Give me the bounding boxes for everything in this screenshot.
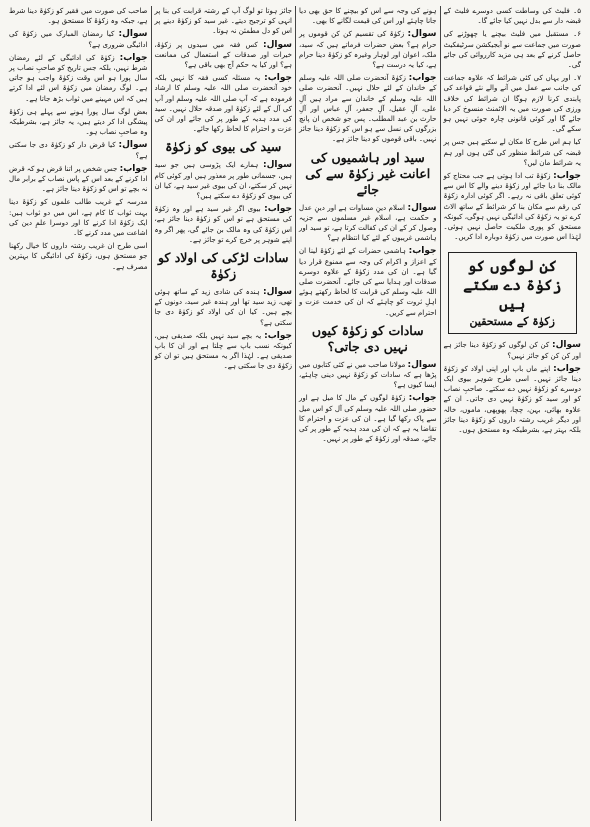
question-block [155, 40, 293, 71]
section-heading: سادات لڑکی کی اولاد کو زکوٰۃ [157, 250, 289, 282]
question-block [299, 203, 437, 244]
section-heading: سادات کو زکوٰۃ کیوں نہیں دی جاتی؟ [311, 322, 424, 354]
answer-text: جس شخص پر اتنا قرض ہو کہ قرض ادا کرنے کے بعد اس کے پاس نصاب کے برابر مال نہ بچے تو اس کو زکوٰۃ دینا جائز ہے۔ [9, 164, 148, 194]
section-heading: سید اور ہاشمیوں کی اعانت غیر زکوٰۃ سے کی جائے [305, 149, 431, 197]
answer-block [299, 393, 437, 444]
paragraph: صاحب کی صورت میں فقیر کو زکوٰۃ دینا شرط ہے، جبکہ وہ زکوٰۃ کا مستحق ہو۔ [9, 7, 148, 26]
answer-text: زکوٰۃ آنحضرت صلی اللہ علیہ وسلم کے خاندان کے لئے حلال نہیں۔ آنحضرت صلی اللہ علیہ وسلم کے خاندان سے مراد ہیں آلِ علی، آلِ عقیل، آلِ جعفر، آلِ عباس اور آلِ حارث بن عبد المطلب۔ پس جو شخص ان پانچ بزرگوں کی نسل سے ہو اس کو زکوٰۃ دینا جائز نہیں۔ باقی قوموں کو دینا جائز ہے۔ [299, 74, 437, 144]
question-label: سوال: [552, 340, 581, 351]
question-block [299, 29, 437, 70]
paragraph: ۵۔ فلیٹ کی وساطت کسی دوسرے فلیٹ کے قبضہ دار سے بدل نہیں کیا جائے گا۔ [443, 7, 581, 26]
paragraph: مدرسہ کے غریب طالب علموں کو زکوٰۃ دینا بہت ثواب کا کام ہے، اس میں دو ثواب ہیں: ایک زکوٰۃ ادا کرنے کا اور دوسرا علمِ دین کی اشاعت میں مدد کرنے کا۔ [9, 198, 148, 238]
answer-text: زکوٰۃ تب ادا ہوتی ہے جب محتاج کو مالک بنا دیا جائے اور زکوٰۃ دینے والے کا اس سے کوئی تعلق باقی نہ رہے۔ اگر کوئی ادارہ زکوٰۃ کی رقم سے مکان بنا کر شرائط کے ساتھ الاٹ کرے تو یہ زکوٰۃ کی ادائیگی نہیں ہوگی، کیونکہ مستحق کو پوری ملکیت حاصل نہیں ہوئی۔ لہٰذا اس صورت میں زکوٰۃ دوبارہ ادا کریں۔ [443, 172, 581, 242]
paragraph: جائز ہوتا تو لوگ آپ کے رشتہ قرابت کی بنا پر انہی کو ترجیح دیتے۔ غیر سید کو زکوٰۃ دینے پر اس کو دل مطمئن نہ ہوتا۔ [154, 7, 292, 36]
question-text: کس فقہ میں سیدوں پر زکوٰۃ، خیرات اور صدقات کے استعمال کی ممانعت ہے؟ اور کیا یہ حکم آج بھی باقی ہے؟ [154, 40, 292, 70]
question-label: سوال: [407, 29, 437, 40]
question-text: زکوٰۃ کی تقسیم کن کن قوموں پر حرام ہے؟ بعض حضرات فرماتے ہیں کہ سید، ملک، اعوان اور لوہار وغیرہ کو زکوٰۃ دینا حرام ہے، کیا یہ درست ہے؟ [299, 30, 437, 70]
answer-text: زکوٰۃ کی ادائیگی کے لئے رمضان شرط نہیں، بلکہ جس تاریخ کو صاحبِ نصاب پر سال پورا ہو اس وقت زکوٰۃ واجب ہو جاتی ہے۔ لوگ رمضان میں زکوٰۃ اس لئے ادا کرتے ہیں کہ اس مہینے میں ثواب بڑھ جاتا ہے۔ [9, 53, 148, 103]
answer-block [155, 204, 293, 245]
question-text: اسلام دینِ مساوات ہے اور دینِ عدل و حکمت ہے، اسلام غیر مسلموں سے جزیہ وصول کر کے ان کی کفالت کرتا ہے، تو سید اور ہاشمی غریبوں کے لئے کیا انتظام ہے؟ [299, 203, 437, 243]
answer-text: یہ بچے سید نہیں بلکہ صدیقی ہیں، کیونکہ نسب باپ سے چلتا ہے اور ان کا باپ صدیقی ہے۔ لہٰذا اگر یہ مستحق ہیں تو ان کو زکوٰۃ دی جا سکتی ہے۔ [154, 331, 292, 371]
question-label: سوال: [118, 29, 148, 40]
answer-block [299, 73, 437, 144]
question-label: سوال: [407, 202, 437, 213]
answer-block [444, 171, 582, 242]
column-1 [440, 6, 585, 821]
answer-label: جواب: [264, 73, 293, 84]
answer-block [299, 246, 437, 317]
column-2 [295, 6, 440, 821]
answer-label: جواب: [408, 73, 437, 84]
question-text: کیا رمضان المبارک میں زکوٰۃ کی ادائیگی ضروری ہے؟ [9, 30, 148, 49]
question-text: مولانا صاحب میں نے کئی کتابوں میں پڑھا ہے کہ سادات کو زکوٰۃ نہیں دینی چاہئے، ایسا کیوں ہے؟ [299, 360, 437, 390]
question-label: سوال: [262, 39, 292, 50]
column-3 [151, 6, 296, 821]
question-block [155, 287, 293, 328]
question-block [9, 140, 148, 160]
question-label: سوال: [118, 140, 148, 151]
answer-block [444, 364, 582, 435]
answer-text: ہاشمی حضرات کے لئے زکوٰۃ لینا ان کے اعزاز و اکرام کی وجہ سے ممنوع قرار دیا گیا ہے۔ ان کی مدد زکوٰۃ کے علاوہ دوسرے صدقات اور ہدایا سے کی جائے۔ آنحضرت صلی اللہ علیہ وسلم کی قرابت کا لحاظ رکھتے ہوئے اہلِ ثروت کو چاہئے کہ ان کی خدمت عزت و احترام سے کریں۔ [299, 247, 437, 317]
answer-label: جواب: [264, 204, 292, 215]
paragraph: ہونے کی وجہ سے اس کو بیچنے کا حق بھی دیا جانا چاہئے اور اس کی قیمت لگانے کا بھی۔ [299, 7, 437, 26]
question-text: کیا قرض دار کو زکوٰۃ دی جا سکتی ہے؟ [9, 141, 148, 160]
answer-block [9, 53, 148, 104]
answer-block [9, 164, 148, 195]
section-heading-box [448, 252, 578, 334]
answer-text: بیوی اگر غیر سید ہے اور وہ زکوٰۃ کی مستحق ہے تو اس کو زکوٰۃ دینا جائز ہے، اس زکوٰۃ کی وہ مالک بن جائے گی، پھر اگر وہ اپنے شوہر پر خرچ کرے تو جائز ہے۔ [154, 205, 292, 244]
answer-text: یہ مسئلہ کسی فقہ کا نہیں بلکہ خود آنحضرت صلی اللہ علیہ وسلم کا ارشاد فرمودہ ہے کہ آپ صلی اللہ علیہ وسلم اور آپ کی آل کے لئے زکوٰۃ اور صدقہ حلال نہیں۔ سید کی مدد ہدیہ کے طور پر کی جائے اور ان کی عزت و احترام کا لحاظ رکھا جائے۔ [154, 74, 292, 134]
column-4 [6, 6, 151, 821]
question-text: ہندہ کی شادی زید کے ساتھ ہوئی تھی، زید سید تھا اور ہندہ غیر سید، دونوں کے بچے ہیں۔ کیا ان کی اولاد کو زکوٰۃ دی جا سکتی ہے؟ [154, 288, 292, 327]
answer-label: جواب: [119, 52, 148, 63]
question-block [299, 360, 437, 391]
question-label: سوال: [263, 160, 292, 171]
paragraph: ۷۔ اور یہاں کی کئی شرائط کہ علاوہ جماعت کی جانب سے عمل میں آنے والے نئے قواعد کی پابندی کرنا لازم ہوگا ان شرائط کی خلاف ورزی کی صورت میں یہ الاٹمنٹ منسوخ کر دیا جائے گا اور کوئی قانونی چارہ جوئی نہیں ہو سکے گی۔ [443, 74, 581, 134]
question-label: سوال: [407, 359, 437, 370]
answer-block [155, 73, 293, 134]
section-heading: سید کی بیوی کو زکوٰۃ [165, 139, 282, 155]
answer-label: جواب: [408, 246, 437, 257]
section-title: کن لوگوں کو زکوٰۃ دے سکتے ہیں [463, 257, 562, 314]
answer-text: اپنے ماں باپ اور اپنی اولاد کو زکوٰۃ دینا جائز نہیں۔ اسی طرح شوہر بیوی ایک دوسرے کو زکوٰۃ نہیں دے سکتے۔ صاحبِ نصاب کو اور سید کو زکوٰۃ نہیں دی جاتی۔ ان کے علاوہ بھائی، بہن، چچا، پھوپھی، ماموں، خالہ اور دیگر غریب رشتہ داروں کو زکوٰۃ دینا جائز بلکہ بہتر ہے، بشرطیکہ وہ مستحق ہوں۔ [443, 364, 581, 435]
paragraph: کیا ہم اس طرح کا مکان لے سکتے ہیں جس پر قبضہ کی شرائط منظور کی گئی ہوں اور ہم یہ شرائط مان لیں؟ [443, 138, 581, 167]
question-text: کن کن لوگوں کو زکوٰۃ دینا جائز ہے اور کن کن کو جائز نہیں؟ [443, 341, 581, 360]
section-subtitle: زکوٰۃ کے مستحقین [469, 315, 555, 329]
answer-label: جواب: [119, 163, 148, 174]
question-label: سوال: [262, 287, 292, 298]
answer-label: جواب: [553, 171, 581, 182]
question-block [444, 340, 582, 360]
answer-block [155, 331, 293, 372]
answer-text: زکوٰۃ لوگوں کے مال کا میل ہے اور حضور صلی اللہ علیہ وسلم کی آل کو اس میل سے پاک رکھا گیا ہے۔ ان کی عزت و احترام کا تقاضا یہ ہے کہ ان کی مدد ہدیہ کے طور پر کی جائے، صدقہ اور زکوٰۃ کے طور پر نہیں۔ [299, 394, 437, 444]
paragraph: بعض لوگ سال پورا ہونے سے پہلے ہی زکوٰۃ پیشگی ادا کر دیتے ہیں، یہ جائز ہے، بشرطیکہ وہ صاحبِ نصاب ہو۔ [9, 107, 148, 137]
paragraph: ۶۔ مستقبل میں فلیٹ بیچنے یا چھوڑنے کی صورت میں جماعت سے نو آبجیکشن سرٹیفکیٹ حاصل کرنے کے بعد ہی مزید کارروائی کی جائے گی۔ [443, 30, 581, 70]
column-layout [6, 6, 584, 821]
answer-label: جواب: [553, 363, 581, 374]
answer-label: جواب: [264, 330, 292, 341]
question-block [155, 160, 293, 201]
paragraph: اسی طرح ان غریب رشتہ داروں کا خیال رکھنا جو مستحق ہوں، زکوٰۃ کی ادائیگی کا بہترین مصرف ہے۔ [9, 242, 148, 271]
question-block [9, 29, 148, 49]
question-text: ہمارے ایک پڑوسی ہیں جو سید ہیں، جسمانی طور پر معذور ہیں اور کوئی کام نہیں کر سکتے، ان کی بیوی غیر سید ہے، کیا ان کی بیوی کو زکوٰۃ دے سکتے ہیں؟ [154, 161, 292, 201]
answer-label: جواب: [408, 393, 437, 404]
